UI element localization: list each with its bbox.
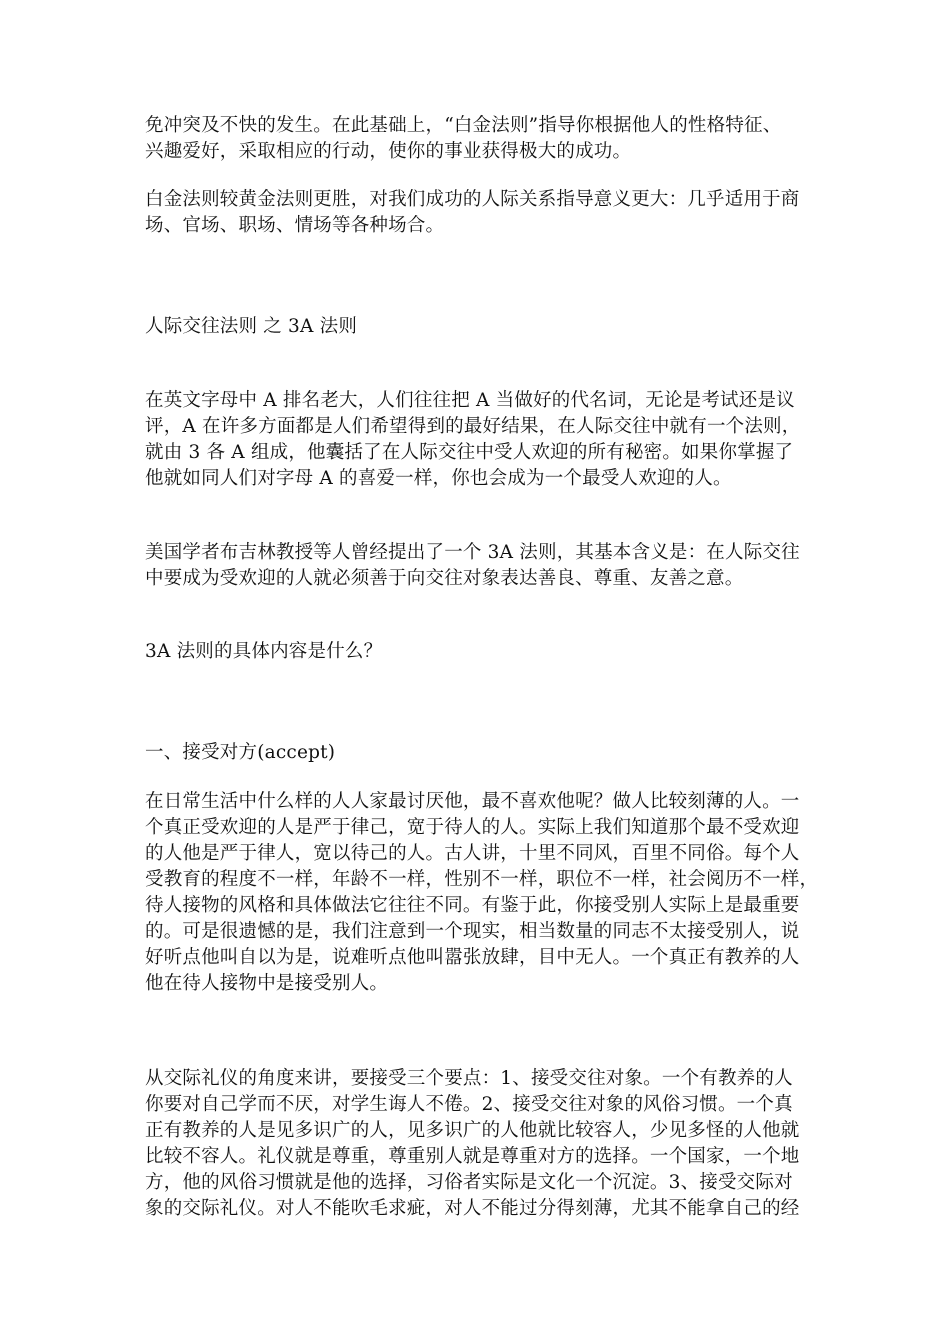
text-line: 评，A 在许多方面都是人们希望得到的最好结果，在人际交往中就有一个法则， bbox=[145, 416, 801, 437]
question-3a-content bbox=[145, 639, 810, 665]
paragraph-accept-others bbox=[145, 789, 819, 997]
paragraph-platinum-vs-golden bbox=[145, 187, 810, 239]
text-line: 白金法则较黄金法则更胜，对我们成功的人际关系指导意义更大：几乎适用于商 bbox=[145, 189, 800, 210]
paragraph-letter-a-intro bbox=[145, 388, 810, 492]
text-line: 待人接物的风格和具体做法它往往不同。有鉴于此，你接受别人实际上是最重要 bbox=[145, 895, 800, 916]
paragraph-platinum-rule-guidance bbox=[145, 113, 810, 165]
text-line: 他在待人接物中是接受别人。 bbox=[145, 973, 389, 994]
text-line: 3A 法则的具体内容是什么？ bbox=[145, 641, 383, 662]
text-line: 好听点他叫自以为是，说难听点他叫嚣张放肆，目中无人。一个真正有教养的人 bbox=[145, 947, 800, 968]
text-line: 比较不容人。礼仪就是尊重，尊重别人就是尊重对方的选择。一个国家，一个地 bbox=[145, 1146, 800, 1167]
heading-text: 人际交往法则 之 3A 法则 bbox=[145, 316, 358, 337]
heading-text: 一、接受对方(accept) bbox=[145, 742, 336, 763]
text-line: 的人他是严于律人，宽以待己的人。古人讲，十里不同风，百里不同俗。每个人 bbox=[145, 843, 800, 864]
text-line: 免冲突及不快的发生。在此基础上，“白金法则”指导你根据他人的性格特征、 bbox=[145, 115, 782, 136]
paragraph-three-points bbox=[145, 1066, 810, 1222]
text-line: 兴趣爱好，采取相应的行动，使你的事业获得极大的成功。 bbox=[145, 141, 632, 162]
text-line: 个真正受欢迎的人是严于律己，宽于待人的人。实际上我们知道那个最不受欢迎 bbox=[145, 817, 800, 838]
text-line: 在英文字母中 A 排名老大，人们往往把 A 当做好的代名词，无论是考试还是议 bbox=[145, 390, 795, 411]
text-line: 他就如同人们对字母 A 的喜爱一样，你也会成为一个最受人欢迎的人。 bbox=[145, 468, 732, 489]
text-line: 场、官场、职场、情场等各种场合。 bbox=[145, 215, 445, 236]
paragraph-3a-definition bbox=[145, 540, 810, 592]
text-line: 正有教养的人是见多识广的人，见多识广的人他就比较容人，少见多怪的人他就 bbox=[145, 1120, 800, 1141]
text-line: 中要成为受欢迎的人就必须善于向交往对象表达善良、尊重、友善之意。 bbox=[145, 568, 744, 589]
text-line: 的。可是很遗憾的是，我们注意到一个现实，相当数量的同志不太接受别人，说 bbox=[145, 921, 800, 942]
text-line: 从交际礼仪的角度来讲，要接受三个要点：1、接受交往对象。一个有教养的人 bbox=[145, 1068, 793, 1089]
text-line: 在日常生活中什么样的人人家最讨厌他，最不喜欢他呢？做人比较刻薄的人。一 bbox=[145, 791, 800, 812]
text-line: 受教育的程度不一样，年龄不一样，性别不一样，职位不一样，社会阅历不一样， bbox=[145, 869, 819, 890]
text-line: 你要对自己学而不厌，对学生诲人不倦。2、接受交往对象的风俗习惯。一个真 bbox=[145, 1094, 793, 1115]
text-line: 就由 3 各 A 组成，他囊括了在人际交往中受人欢迎的所有秘密。如果你掌握了 bbox=[145, 442, 794, 463]
subheading-accept bbox=[145, 740, 810, 766]
text-line: 象的交际礼仪。对人不能吹毛求疵，对人不能过分得刻薄，尤其不能拿自己的经 bbox=[145, 1198, 800, 1219]
text-line: 方，他的风俗习惯就是他的选择，习俗者实际是文化一个沉淀。3、接受交际对 bbox=[145, 1172, 793, 1193]
text-line: 美国学者布吉林教授等人曾经提出了一个 3A 法则，其基本含义是：在人际交往 bbox=[145, 542, 800, 563]
section-heading-3a-rule bbox=[145, 314, 810, 340]
